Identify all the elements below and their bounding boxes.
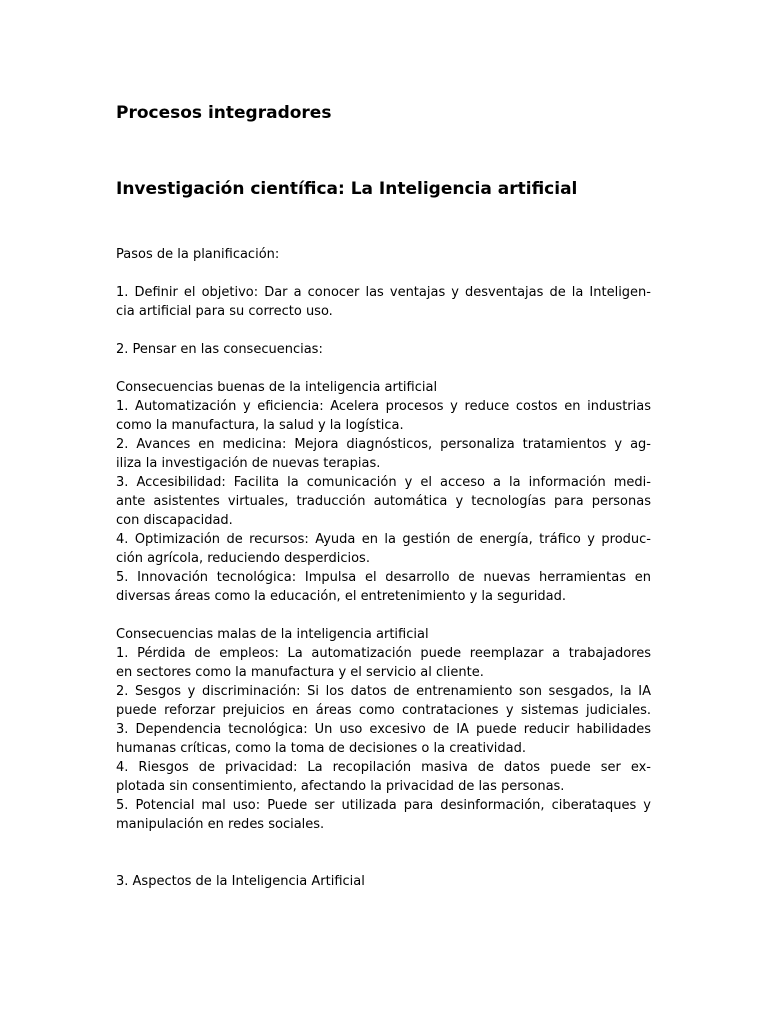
blank-line: [116, 834, 651, 872]
bad-consequences-heading: Consecuencias malas de la inteligencia artificial: [116, 627, 429, 642]
good-line: con discapacidad.: [116, 513, 233, 528]
bad-line: 4. Riesgos de privacidad: La recopilación masiva de datos puede ser ex-: [116, 760, 651, 775]
bad-line: en sectores como la manufactura y el servicio al cliente.: [116, 665, 484, 680]
bad-line: humanas críticas, como la toma de decisiones o la creatividad.: [116, 741, 527, 756]
bad-line: manipulación en redes sociales.: [116, 817, 325, 832]
bad-line: 5. Potencial mal uso: Puede ser utilizada para desinformación, ciberataques y: [116, 798, 651, 813]
good-line: iliza la investigación de nuevas terapias.: [116, 456, 381, 471]
good-line: 5. Innovación tecnológica: Impulsa el desarrollo de nuevas herramientas en: [116, 570, 651, 585]
blank-line: [116, 606, 651, 625]
bad-line: puede reforzar prejuicios en áreas como contrataciones y sistemas judiciales.: [116, 703, 651, 718]
bad-line: 2. Sesgos y discriminación: Si los datos de entrenamiento son sesgados, la IA: [116, 684, 651, 699]
good-line: ante asistentes virtuales, traducción automática y tecnologías para personas: [116, 494, 651, 509]
step2-line: 2. Pensar en las consecuencias:: [116, 342, 323, 357]
blank-line: [116, 321, 651, 340]
bad-line: plotada sin consentimiento, afectando la privacidad de las personas.: [116, 779, 565, 794]
intro-line: Pasos de la planificación:: [116, 247, 280, 262]
step3-line: 3. Aspectos de la Inteligencia Artificial: [116, 874, 365, 889]
step1-line2: cia artificial para su correcto uso.: [116, 304, 333, 319]
step1-line1: 1. Definir el objetivo: Dar a conocer las ventajas y desventajas de la Inteligen-: [116, 285, 651, 300]
document-subtitle: Investigación científica: La Inteligencia artificial: [116, 179, 578, 199]
bad-line: 1. Pérdida de empleos: La automatización puede reemplazar a trabajadores: [116, 646, 651, 661]
good-line: ción agrícola, reduciendo desperdicios.: [116, 551, 370, 566]
good-line: 1. Automatización y eficiencia: Acelera procesos y reduce costos en industrias: [116, 399, 651, 414]
document-body: [116, 245, 651, 891]
good-line: diversas áreas como la educación, el entretenimiento y la seguridad.: [116, 589, 566, 604]
good-line: 3. Accesibilidad: Facilita la comunicación y el acceso a la información medi-: [116, 475, 651, 490]
good-line: como la manufactura, la salud y la logística.: [116, 418, 404, 433]
good-consequences-heading: Consecuencias buenas de la inteligencia artificial: [116, 380, 438, 395]
good-line: 2. Avances en medicina: Mejora diagnósticos, personaliza tratamientos y ag-: [116, 437, 651, 452]
document-title: Procesos integradores: [116, 103, 332, 123]
good-line: 4. Optimización de recursos: Ayuda en la gestión de energía, tráfico y produc-: [116, 532, 651, 547]
blank-line: [116, 359, 651, 378]
blank-line: [116, 264, 651, 283]
bad-line: 3. Dependencia tecnológica: Un uso excesivo de IA puede reducir habilidades: [116, 722, 651, 737]
